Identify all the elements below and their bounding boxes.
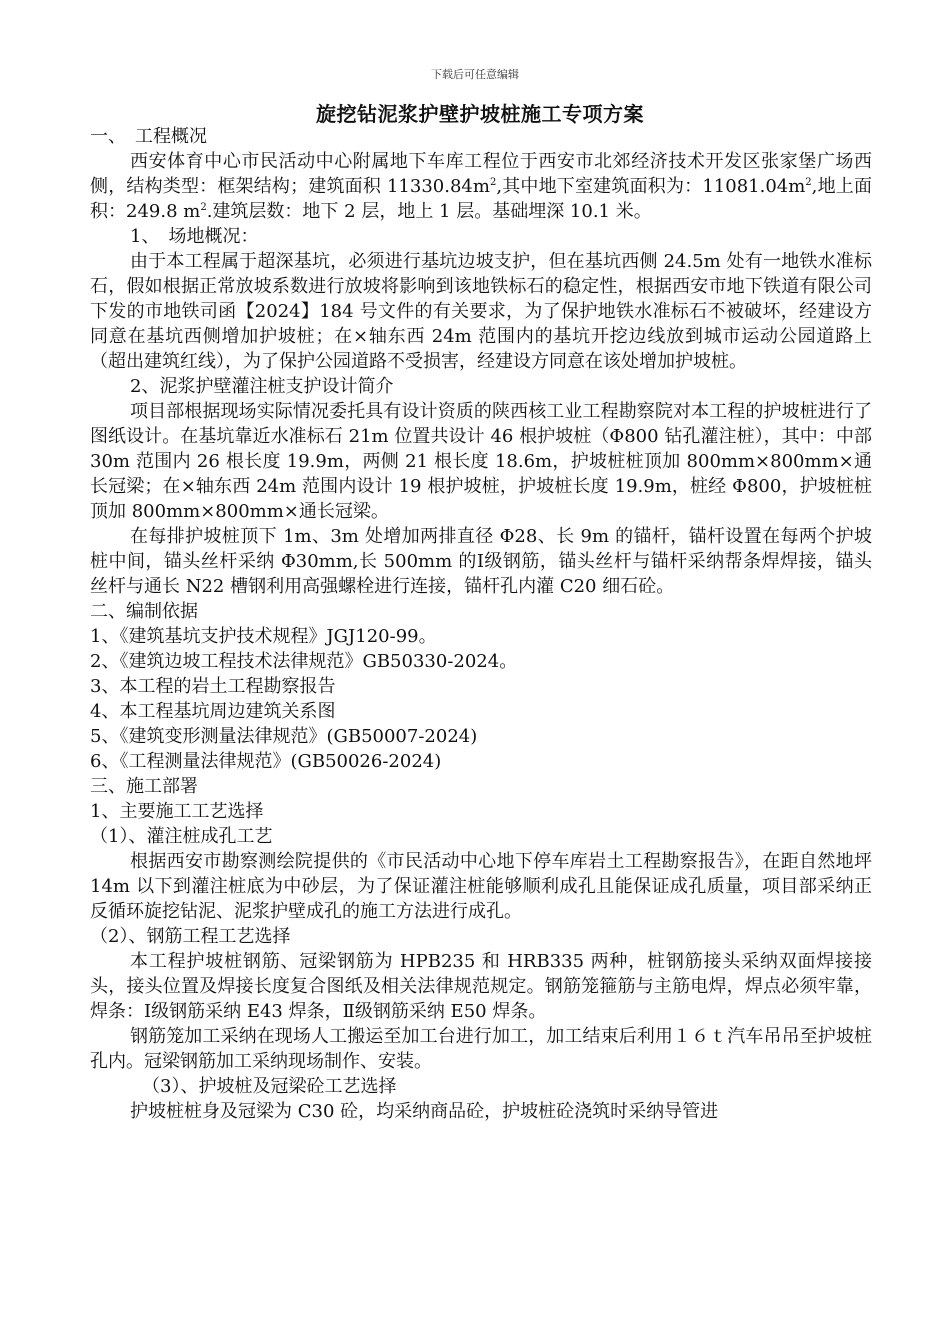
paragraph-site: 由于本工程属于超深基坑，必须进行基坑边坡支护，但在基坑西侧 24.5m 处有一地铁水准标石，假如根据正常放坡系数进行放坡将影响到该地铁标石的稳定性，根据西安市地下铁道有限公司下发的市地铁司函【2024】184 号文件的有关要求，为了保护地铁水准标石不被破坏，经建设方同意在基坑西侧增加护坡桩；在×轴东西 24m 范围内的基坑开挖边线放到城市运动公园道路上（超出建筑红线），为了保护公园道路不受损害，经建设方同意在该处增加护坡桩。 <box>90 251 872 372</box>
document-body <box>90 124 872 1124</box>
list-item: 1、《建筑基坑支护技术规程》JGJ120-99。 <box>90 626 437 647</box>
paragraph-design: 项目部根据现场实际情况委托具有设计资质的陕西核工业工程勘察院对本工程的护坡桩进行了图纸设计。在基坑靠近水准标石 21m 位置共设计 46 根护坡桩（Φ800 钻孔灌注桩），其中：中部 30m 范围内 26 根长度 19.9m，两侧 21 根长度 18.6m，护坡桩桩顶加 800mm×800mm×通长冠梁；在×轴东西 24m 范围内设计 19 根护坡桩，护坡桩长度 19.9m，桩经 Φ800，护坡桩桩顶加 800mm×800mm×通长冠梁。 <box>90 401 872 522</box>
document-title: 旋挖钻泥浆护壁护坡桩施工专项方案 <box>316 102 644 126</box>
paragraph-concrete: 护坡桩桩身及冠梁为 C30 砼，均采纳商品砼，护坡桩砼浇筑时采纳导管进 <box>130 1101 719 1122</box>
list-item: 2、《建筑边坡工程技术法律规范》GB50330-2024。 <box>90 651 518 672</box>
paragraph-hole: 根据西安市勘察测绘院提供的《市民活动中心地下停车库岩土工程勘察报告》，在距自然地坪 14m 以下到灌注桩底为中砂层，为了保证灌注桩能够顺利成孔且能保证成孔质量，项目部采纳正反循环旋挖钻泥、泥浆护壁成孔的施工方法进行成孔。 <box>90 851 872 922</box>
list-item: 4、本工程基坑周边建筑关系图 <box>90 701 336 722</box>
subsection-heading: （3）、护坡桩及冠梁砼工艺选择 <box>142 1076 397 1097</box>
paragraph-cage: 钢筋笼加工采纳在现场人工搬运至加工台进行加工，加工结束后利用１６ｔ汽车吊吊至护坡桩孔内。冠梁钢筋加工采纳现场制作、安装。 <box>90 1026 872 1072</box>
subsection-heading: 2、泥浆护壁灌注桩支护设计简介 <box>130 376 394 397</box>
subsection-heading: 1、 场地概况： <box>130 226 259 247</box>
list-item: 3、本工程的岩土工程勘察报告 <box>90 676 336 697</box>
paragraph-rebar: 本工程护坡桩钢筋、冠梁钢筋为 HPB235 和 HRB335 两种，桩钢筋接头采纳双面焊接接头，接头位置及焊接长度复合图纸及相关法律规范规定。钢筋笼箍筋与主筋电焊，焊点必须牢靠，焊条：Ⅰ级钢筋采纳 E43 焊条，Ⅱ级钢筋采纳 E50 焊条。 <box>90 951 872 1022</box>
paragraph-overview: 西安体育中心市民活动中心附属地下车库工程位于西安市北郊经济技术开发区张家堡广场西侧，结构类型：框架结构；建筑面积 $11330.84m^2$,其中地下室建筑面积为：$11081.04m^2$,地上面积：249.8 $m^2$.建筑层数：地下 2 层，地上 1 层。基础埋深 10.1 米。 <box>90 151 872 222</box>
subsection-heading: （1）、灌注桩成孔工艺 <box>90 826 273 847</box>
subsection-heading: 1、主要施工工艺选择 <box>90 801 264 822</box>
page-header: 下载后可任意编辑 <box>431 68 519 81</box>
paragraph-anchor: 在每排护坡桩顶下 1m、3m 处增加两排直径 Φ28、长 9m 的锚杆，锚杆设置在每两个护坡桩中间，锚头丝杆采纳 Φ30mm,长 500mm 的Ⅰ级钢筋，锚头丝杆与锚杆采纳帮条焊焊接，锚头丝杆与通长 N22 槽钢利用高强螺栓进行连接，锚杆孔内灌 C20 细石砼。 <box>90 526 872 597</box>
section-heading: 二、编制依据 <box>90 601 198 622</box>
list-item: 6、《工程测量法律规范》(GB50026-2024) <box>90 751 442 772</box>
subsection-heading: （2）、钢筋工程工艺选择 <box>90 926 291 947</box>
section-heading: 一、 工程概况 <box>90 126 207 147</box>
section-heading: 三、施工部署 <box>90 776 198 797</box>
list-item: 5、《建筑变形测量法律规范》(GB50007-2024) <box>90 726 478 747</box>
